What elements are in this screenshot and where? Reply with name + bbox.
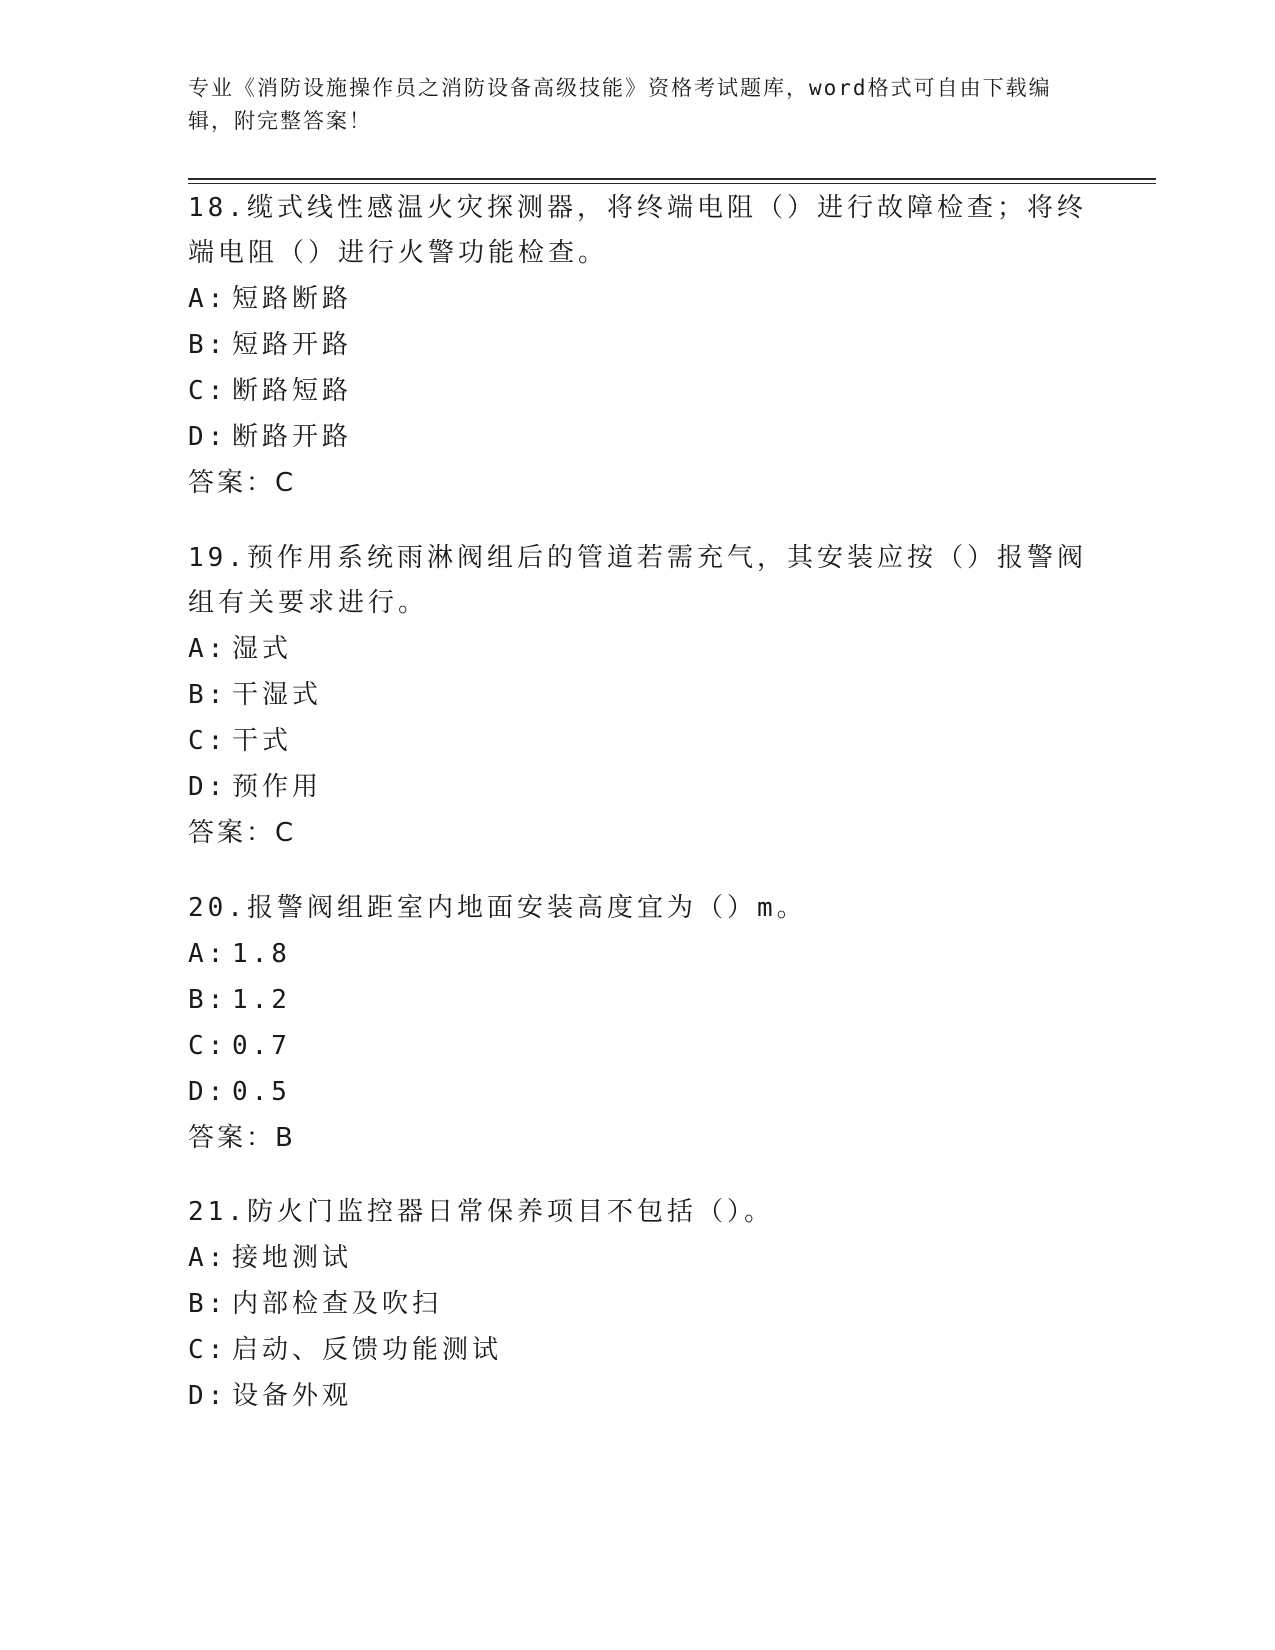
option-text: 干湿式 — [232, 680, 323, 710]
option-d — [188, 764, 1088, 810]
question-stem: 19.预作用系统雨淋阀组后的管道若需充气，其安装应按（）报警阀组有关要求进行。 — [188, 543, 1087, 618]
option-key: D: — [188, 1381, 228, 1411]
option-text: 预作用 — [232, 772, 323, 802]
option-key: B: — [188, 985, 228, 1015]
option-c — [188, 368, 1088, 414]
option-d — [188, 1069, 1088, 1115]
option-key: D: — [188, 772, 228, 802]
answer-label: 答案： — [188, 1123, 276, 1153]
answer-value: C — [275, 468, 297, 498]
option-c — [188, 1327, 1088, 1373]
option-text: 0.7 — [232, 1031, 291, 1061]
option-text: 短路开路 — [232, 330, 353, 360]
option-key: C: — [188, 1335, 228, 1365]
option-text: 设备外观 — [232, 1381, 353, 1411]
option-key: A: — [188, 634, 228, 664]
option-c — [188, 1023, 1088, 1069]
option-key: A: — [188, 1243, 228, 1273]
question-21 — [188, 1190, 1088, 1419]
option-text: 干式 — [232, 726, 293, 756]
option-a — [188, 626, 1088, 672]
answer-label: 答案： — [188, 468, 276, 498]
answer-label: 答案： — [188, 818, 276, 848]
option-b — [188, 672, 1088, 718]
option-key: D: — [188, 1077, 228, 1107]
option-key: B: — [188, 1289, 228, 1319]
option-text: 0.5 — [232, 1077, 291, 1107]
answer-line — [188, 1115, 1088, 1161]
option-key: A: — [188, 284, 228, 314]
answer-line — [188, 810, 1088, 856]
option-text: 启动、反馈功能测试 — [232, 1335, 503, 1365]
option-text: 接地测试 — [232, 1243, 353, 1273]
option-key: C: — [188, 726, 228, 756]
question-stem: 18.缆式线性感温火灾探测器，将终端电阻（）进行故障检查；将终端电阻（）进行火警功能检查。 — [188, 193, 1087, 268]
question-stem: 21.防火门监控器日常保养项目不包括（）。 — [188, 1197, 774, 1227]
option-c — [188, 718, 1088, 764]
option-key: A: — [188, 939, 228, 969]
option-text: 1.8 — [232, 939, 291, 969]
header-rule-thin — [188, 183, 1156, 184]
option-d — [188, 1373, 1088, 1419]
option-text: 断路短路 — [232, 376, 353, 406]
option-a — [188, 276, 1088, 322]
option-text: 内部检查及吹扫 — [232, 1289, 443, 1319]
option-text: 1.2 — [232, 985, 291, 1015]
option-key: D: — [188, 422, 228, 452]
question-stem: 20.报警阀组距室内地面安装高度宜为（）m。 — [188, 893, 807, 923]
option-a — [188, 1235, 1088, 1281]
option-b — [188, 1281, 1088, 1327]
option-b — [188, 322, 1088, 368]
question-19 — [188, 536, 1088, 856]
header-rule-thick — [188, 178, 1156, 180]
option-d — [188, 414, 1088, 460]
option-text: 断路开路 — [232, 422, 353, 452]
question-18 — [188, 186, 1088, 506]
option-text: 短路断路 — [232, 284, 353, 314]
question-20 — [188, 886, 1088, 1161]
option-text: 湿式 — [232, 634, 293, 664]
option-b — [188, 977, 1088, 1023]
option-key: C: — [188, 1031, 228, 1061]
option-key: C: — [188, 376, 228, 406]
answer-value: B — [275, 1123, 296, 1153]
document-header: 专业《消防设施操作员之消防设备高级技能》资格考试题库，word格式可自由下载编辑，附完整答案！ — [188, 76, 1052, 133]
answer-value: C — [275, 818, 297, 848]
answer-line — [188, 460, 1088, 506]
option-a — [188, 931, 1088, 977]
option-key: B: — [188, 330, 228, 360]
option-key: B: — [188, 680, 228, 710]
